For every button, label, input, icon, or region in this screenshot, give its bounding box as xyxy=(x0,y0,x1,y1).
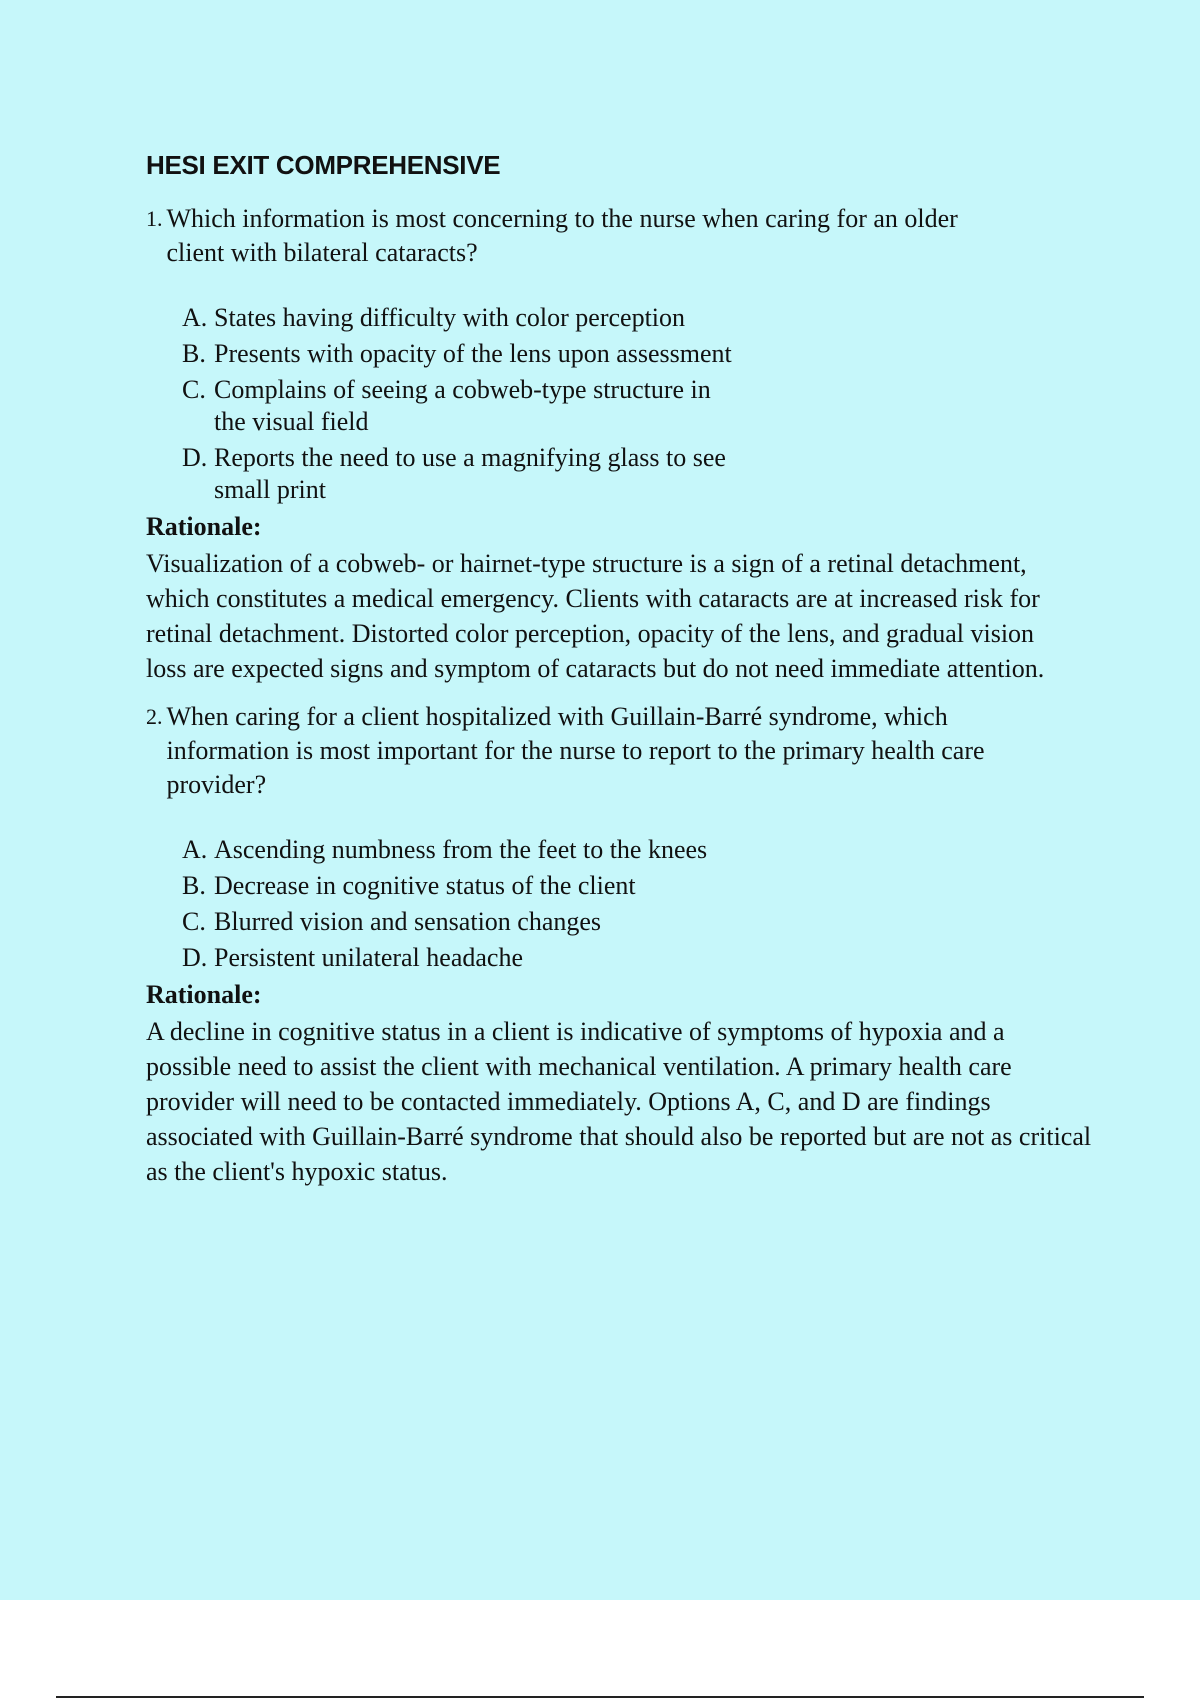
option-text: Decrease in cognitive status of the client xyxy=(214,871,636,900)
question-text: When caring for a client hospitalized with Guillain-Barré syndrome, which information is most important for the nurse to report to the primary health care provider? xyxy=(166,702,985,799)
rationale-text: A decline in cognitive status in a client is indicative of symptoms of hypoxia and a possible need to assist the client with mechanical ventilation. A primary health care provider will need to be contacted immediately. Options A, C, and D are findings associated with Guillain-Barré syndrome that should also be reported but are not as critical as the client's hypoxic status. xyxy=(146,1017,1092,1186)
option-text: Complains of seeing a cobweb-type structure in the visual field xyxy=(214,375,711,436)
option-letter: A. xyxy=(182,303,208,332)
question-text: Which information is most concerning to the nurse when caring for an older client with bilateral cataracts? xyxy=(166,204,958,267)
answer-option-b xyxy=(182,338,1106,370)
option-letter: B. xyxy=(182,339,206,368)
answer-option-d xyxy=(182,442,1106,506)
option-text: Ascending numbness from the feet to the knees xyxy=(214,835,708,864)
option-letter: C. xyxy=(182,375,206,404)
question-number: 1. xyxy=(146,206,163,231)
question-number: 2. xyxy=(146,704,163,729)
question-block-1 xyxy=(146,202,1106,686)
rationale-text: Visualization of a cobweb- or hairnet-type structure is a sign of a retinal detachment, which constitutes a medical emergency. Clients with cataracts are at increased risk for retinal detachment. Distorted color perception, opacity of the lens, and gradual vision loss are expected signs and symptom of cataracts but do not need immediate attention. xyxy=(146,549,1045,683)
question-2 xyxy=(146,700,1106,802)
option-letter: C. xyxy=(182,907,206,936)
option-text: Persistent unilateral headache xyxy=(214,943,523,972)
option-text: Blurred vision and sensation changes xyxy=(214,907,602,936)
question-block-2 xyxy=(146,700,1106,1189)
answer-option-a xyxy=(182,302,1106,334)
option-text: Presents with opacity of the lens upon assessment xyxy=(214,339,732,368)
rationale-label: Rationale: xyxy=(146,980,262,1009)
option-letter: D. xyxy=(182,943,208,972)
answer-options xyxy=(146,834,1106,974)
option-letter: A. xyxy=(182,835,208,864)
question-1 xyxy=(146,202,1106,270)
option-text: States having difficulty with color perception xyxy=(214,303,686,332)
option-letter: D. xyxy=(182,443,208,472)
answer-options xyxy=(146,302,1106,506)
document-content xyxy=(146,148,1106,1189)
answer-option-c xyxy=(182,906,1106,938)
footer-divider xyxy=(56,1696,1144,1698)
answer-option-b xyxy=(182,870,1106,902)
answer-option-a xyxy=(182,834,1106,866)
option-letter: B. xyxy=(182,871,206,900)
answer-option-c xyxy=(182,374,1106,438)
answer-option-d xyxy=(182,942,1106,974)
option-text: Reports the need to use a magnifying glass to see small print xyxy=(214,443,726,504)
rationale-label: Rationale: xyxy=(146,512,262,541)
document-title: HESI EXIT COMPREHENSIVE xyxy=(146,150,501,180)
